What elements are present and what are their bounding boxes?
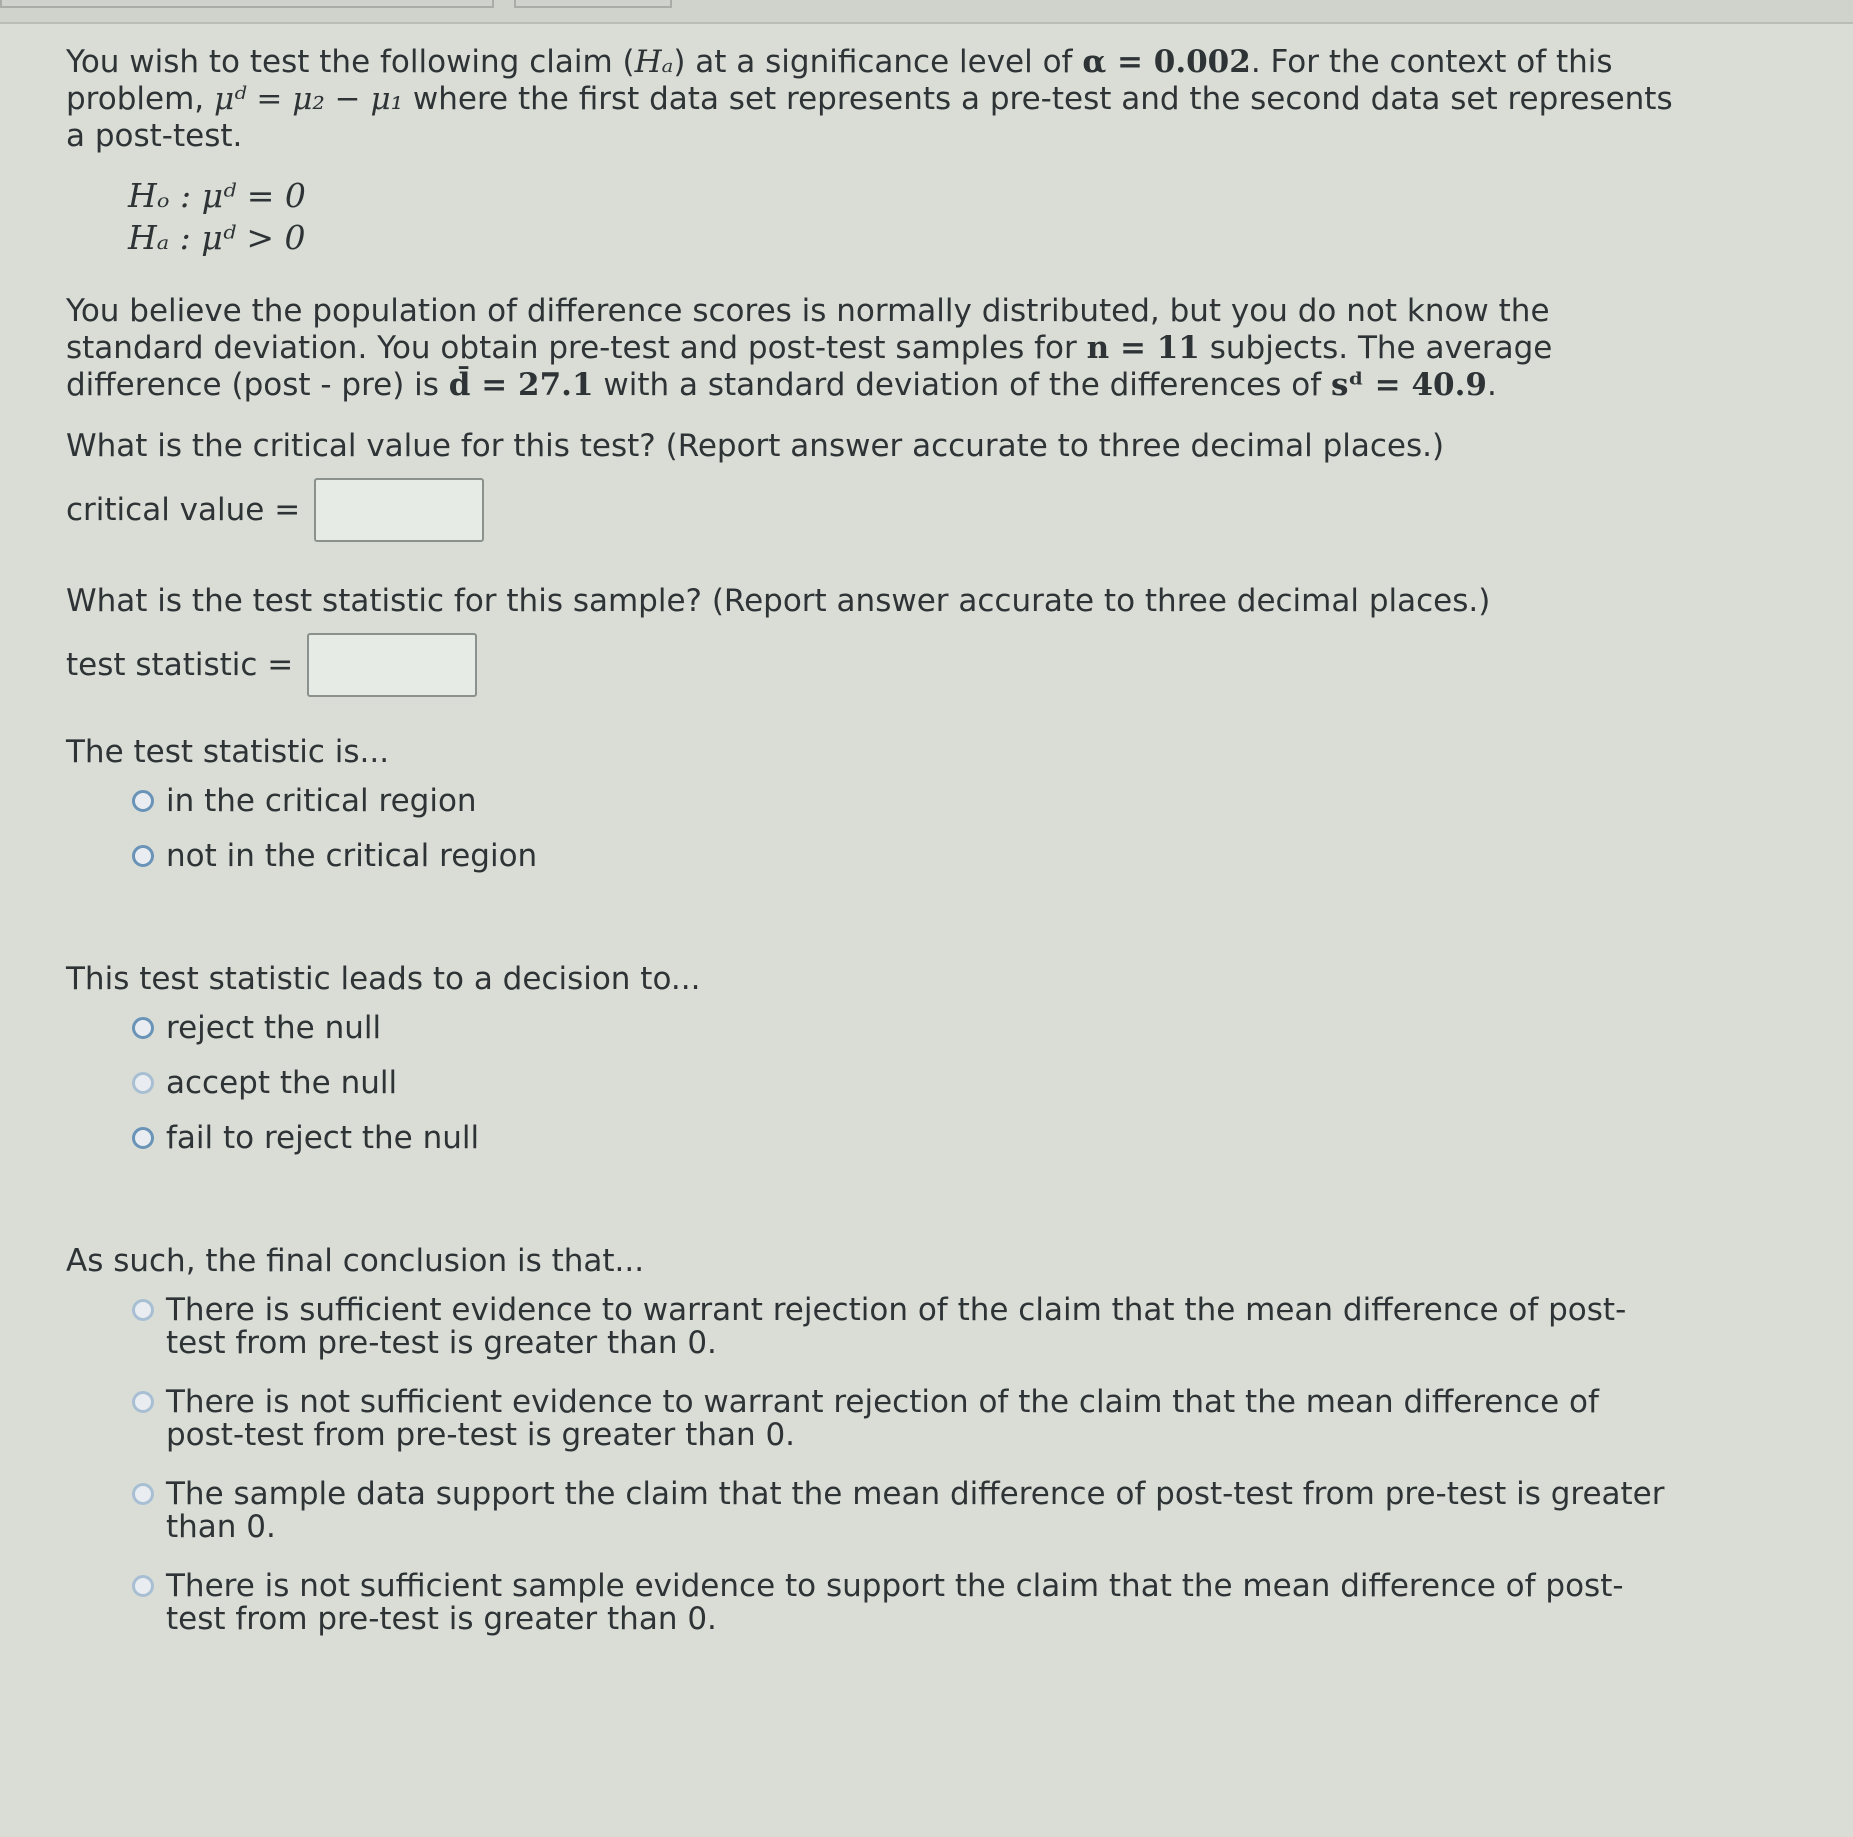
intro-text-1: You wish to test the following claim (	[66, 44, 635, 80]
question-page	[66, 44, 1766, 1636]
radio-icon[interactable]	[132, 1391, 154, 1413]
null-hypothesis: Hₒ : μᵈ = 0	[128, 176, 306, 215]
intro-text-3: . For the context of this problem,	[66, 44, 1613, 117]
decision-option-label: reject the null	[166, 1010, 382, 1046]
conclusion-option-label: There is not sufficient evidence to warrant rejection of the claim that the mean difference of post-test from pre-test is greater than 0.	[166, 1384, 1599, 1453]
n-expression: n = 11	[1086, 330, 1200, 366]
conclusion-option-1[interactable]	[132, 1294, 1672, 1360]
decision-question	[66, 961, 1766, 1155]
test-statistic-question	[66, 583, 1766, 700]
intro-text-2: ) at a significance level of	[673, 44, 1083, 80]
conclusion-option-label: The sample data support the claim that the mean difference of post-test from pre-test is greater than 0.	[166, 1476, 1665, 1545]
conclusion-option-2[interactable]	[132, 1386, 1672, 1452]
region-option-label: not in the critical region	[166, 838, 538, 874]
radio-icon[interactable]	[132, 1575, 154, 1597]
radio-icon[interactable]	[132, 1483, 154, 1505]
decision-option-label: accept the null	[166, 1065, 398, 1101]
critical-value-input[interactable]	[314, 478, 484, 542]
intro-paragraph	[66, 44, 1686, 155]
radio-icon[interactable]	[132, 1017, 154, 1039]
conclusion-option-label: There is not sufficient sample evidence to support the claim that the mean difference of post-test from pre-test is greater than 0.	[166, 1568, 1624, 1637]
radio-icon[interactable]	[132, 790, 154, 812]
top-tab-right	[514, 0, 672, 8]
region-option-in[interactable]	[132, 785, 1766, 818]
radio-icon[interactable]	[132, 1299, 154, 1321]
critical-value-label: critical value =	[66, 491, 301, 528]
decision-prompt: This test statistic leads to a decision to...	[66, 961, 701, 997]
critical-value-question	[66, 428, 1766, 545]
sd-expression: sᵈ = 40.9	[1331, 367, 1487, 403]
test-statistic-input[interactable]	[307, 633, 477, 697]
context-text-2: subjects. The average difference (post - pre) is	[66, 330, 1553, 403]
region-question	[66, 734, 1766, 873]
dbar-expression: d̄ = 27.1	[448, 367, 594, 403]
test-statistic-prompt: What is the test statistic for this sample? (Report answer accurate to three decimal places.)	[66, 583, 1491, 619]
radio-icon[interactable]	[132, 1127, 154, 1149]
context-paragraph	[66, 293, 1686, 404]
decision-option-reject[interactable]	[132, 1012, 1766, 1045]
test-statistic-label: test statistic =	[66, 646, 294, 683]
decision-option-label: fail to reject the null	[166, 1120, 480, 1156]
intro-text-4: where the first data set represents a pre-test and the second data set represents a post-test.	[66, 81, 1673, 154]
hypotheses	[128, 175, 1766, 259]
ha-symbol: Hₐ	[634, 44, 674, 80]
context-text-1: You believe the population of difference scores is normally distributed, but you do not know the standard deviation. You obtain pre-test and post-test samples for	[66, 293, 1550, 366]
conclusion-option-3[interactable]	[132, 1478, 1672, 1544]
decision-option-fail-to-reject[interactable]	[132, 1122, 1766, 1155]
critical-value-prompt: What is the critical value for this test? (Report answer accurate to three decimal places.)	[66, 428, 1445, 464]
alternative-hypothesis: Hₐ : μᵈ > 0	[128, 218, 306, 257]
top-bar	[0, 0, 1853, 24]
region-prompt: The test statistic is...	[66, 734, 390, 770]
context-text-3: with a standard deviation of the differences of	[593, 367, 1331, 403]
conclusion-option-label: There is sufficient evidence to warrant rejection of the claim that the mean difference of post-test from pre-test is greater than 0.	[166, 1292, 1627, 1361]
conclusion-prompt: As such, the final conclusion is that...	[66, 1243, 645, 1279]
region-option-not-in[interactable]	[132, 840, 1766, 873]
radio-icon[interactable]	[132, 845, 154, 867]
region-option-label: in the critical region	[166, 783, 477, 819]
alpha-expression: α = 0.002	[1082, 44, 1251, 80]
conclusion-question	[66, 1243, 1766, 1636]
top-tab-left	[0, 0, 494, 8]
decision-option-accept[interactable]	[132, 1067, 1766, 1100]
conclusion-option-4[interactable]	[132, 1570, 1672, 1636]
mu-expression: μᵈ = μ₂ − μ₁	[213, 81, 404, 117]
context-text-4: .	[1486, 367, 1497, 403]
radio-icon[interactable]	[132, 1072, 154, 1094]
